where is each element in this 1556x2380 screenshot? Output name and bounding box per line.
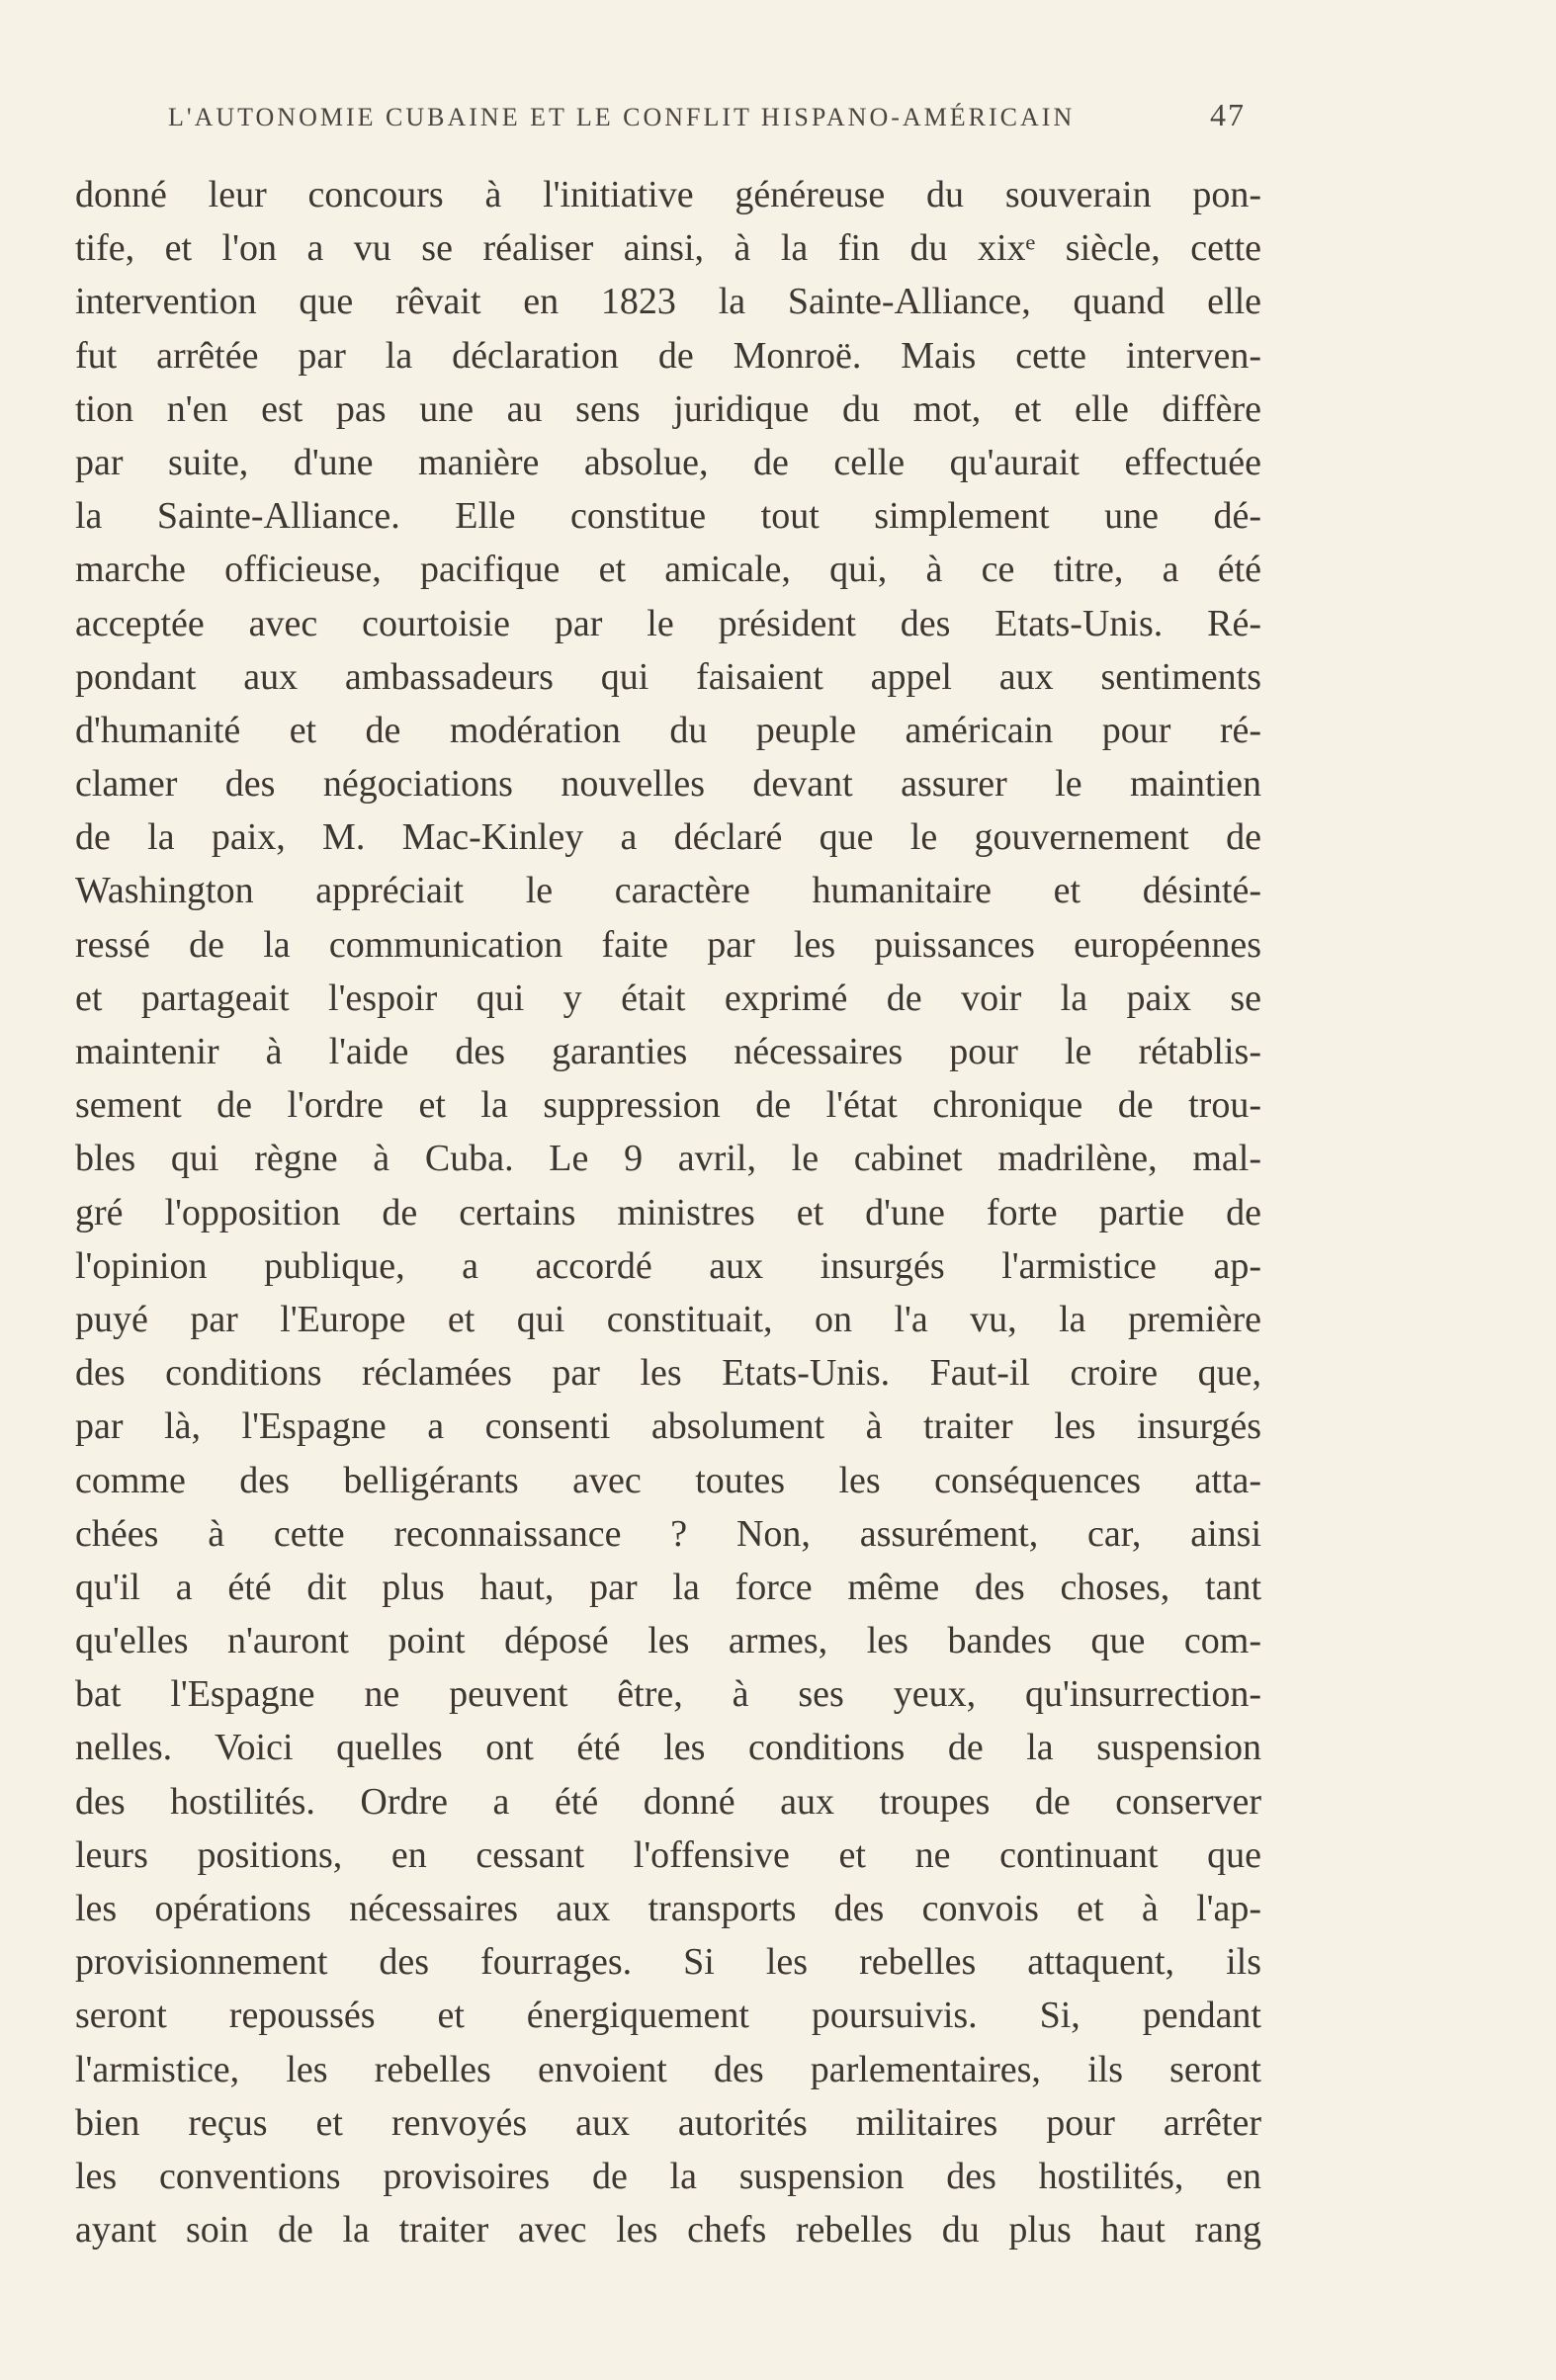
text-line: bat l'Espagne ne peuvent être, à ses yeux, qu'insurrection- [75,1673,1261,1716]
text-line: leurs positions, en cessant l'offensive et ne continuant que [75,1833,1261,1876]
text-line: puyé par l'Europe et qui constituait, on l'a vu, la première [75,1298,1261,1340]
text-line: intervention que rêvait en 1823 la Sainte-Alliance, quand elle [75,281,1261,323]
text-line: les conventions provisoires de la suspension des hostilités, en [75,2155,1261,2197]
page-number: 47 [1210,97,1246,132]
running-head-title: L'AUTONOMIE CUBAINE ET LE CONFLIT HISPANO-AMÉRICAIN [168,103,1076,131]
text-line: acceptée avec courtoisie par le président des Etats-Unis. Ré- [75,602,1261,644]
text-line: comme des belligérants avec toutes les conséquences atta- [75,1459,1261,1501]
text-line: clamer des négociations nouvelles devant assurer le maintien [75,763,1261,806]
text-line: tife, et l'on a vu se réaliser ainsi, à la fin du xixᵉ siècle, cette [75,227,1261,270]
text-line: d'humanité et de modération du peuple américain pour ré- [75,709,1261,751]
text-line: qu'il a été dit plus haut, par la force même des choses, tant [75,1566,1261,1608]
text-line: les opérations nécessaires aux transports des convois et à l'ap- [75,1888,1261,1929]
text-line: la Sainte-Alliance. Elle constitue tout simplement une dé- [75,495,1261,538]
text-line: nelles. Voici quelles ont été les conditions de la suspension [75,1727,1261,1769]
text-line: chées à cette reconnaissance ? Non, assurément, car, ainsi [75,1512,1261,1555]
text-line: des conditions réclamées par les Etats-Unis. Faut-il croire que, [75,1352,1261,1395]
text-line: bien reçus et renvoyés aux autorités militaires pour arrêter [75,2101,1261,2144]
text-line: de la paix, M. Mac-Kinley a déclaré que le gouvernement de [75,816,1261,859]
running-head [168,97,1246,136]
text-line: qu'elles n'auront point déposé les armes, les bandes que com- [75,1620,1261,1662]
text-line: des hostilités. Ordre a été donné aux troupes de conserver [75,1780,1261,1823]
text-line: ressé de la communication faite par les puissances européennes [75,923,1261,966]
text-line: ayant soin de la traiter avec les chefs rebelles du plus haut rang [75,2209,1261,2252]
body-text [75,168,1261,2256]
text-line: et partageait l'espoir qui y était exprimé de voir la paix se [75,977,1261,1019]
text-line: par suite, d'une manière absolue, de celle qu'aurait effectuée [75,441,1261,483]
text-line: maintenir à l'aide des garanties nécessaires pour le rétablis- [75,1031,1261,1072]
text-line: l'opinion publique, a accordé aux insurgés l'armistice ap- [75,1244,1261,1287]
text-line: Washington appréciait le caractère humanitaire et désinté- [75,870,1261,912]
text-line: sement de l'ordre et la suppression de l'état chronique de trou- [75,1084,1261,1127]
text-line: fut arrêtée par la déclaration de Monroë. Mais cette interven- [75,334,1261,377]
text-line: bles qui règne à Cuba. Le 9 avril, le cabinet madrilène, mal- [75,1138,1261,1180]
text-line: pondant aux ambassadeurs qui faisaient appel aux sentiments [75,655,1261,698]
text-line: tion n'en est pas une au sens juridique du mot, et elle diffère [75,387,1261,430]
text-line: l'armistice, les rebelles envoient des parlementaires, ils seront [75,2048,1261,2090]
text-line: gré l'opposition de certains ministres et d'une forte partie de [75,1191,1261,1233]
text-line: donné leur concours à l'initiative généreuse du souverain pon- [75,174,1261,215]
text-line: marche officieuse, pacifique et amicale, qui, à ce titre, a été [75,549,1261,591]
text-line: par là, l'Espagne a consenti absolument à traiter les insurgés [75,1405,1261,1448]
text-line: provisionnement des fourrages. Si les rebelles attaquent, ils [75,1941,1261,1984]
text-line: seront repoussés et énergiquement poursuivis. Si, pendant [75,1995,1261,2037]
